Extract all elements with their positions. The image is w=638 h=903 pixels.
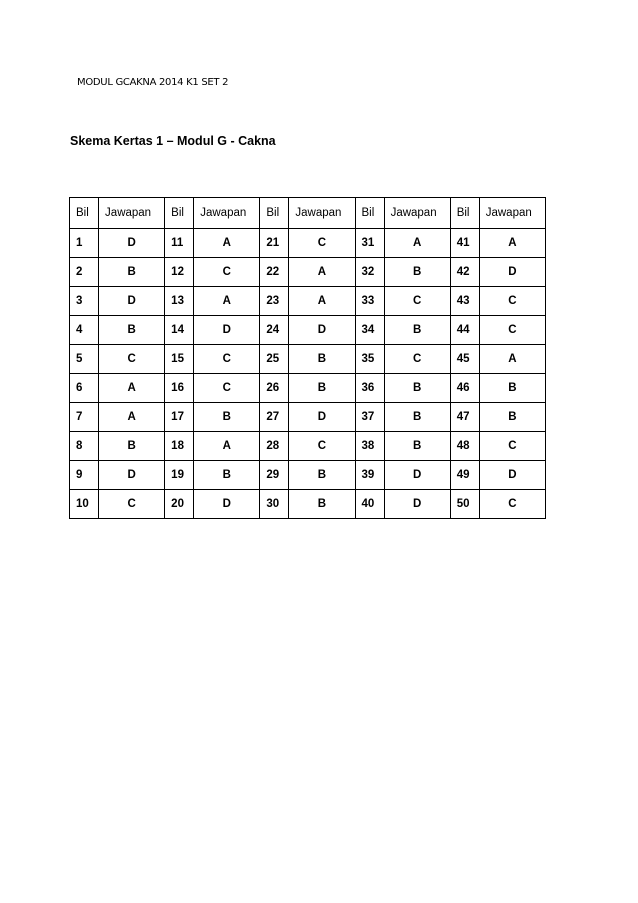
question-number-cell: 7 — [70, 403, 99, 432]
answer-cell: B — [99, 432, 165, 461]
answer-cell: A — [194, 287, 260, 316]
question-number-cell: 5 — [70, 345, 99, 374]
answer-cell: C — [479, 432, 545, 461]
answer-cell: D — [384, 461, 450, 490]
answer-cell: D — [479, 461, 545, 490]
question-number-cell: 28 — [260, 432, 289, 461]
column-header-bil: Bil — [450, 198, 479, 229]
answer-cell: C — [384, 345, 450, 374]
answer-cell: A — [99, 403, 165, 432]
answer-cell: B — [289, 461, 355, 490]
column-header-bil: Bil — [260, 198, 289, 229]
question-number-cell: 19 — [165, 461, 194, 490]
table-row — [70, 258, 546, 287]
answer-cell: C — [194, 258, 260, 287]
question-number-cell: 45 — [450, 345, 479, 374]
table-row — [70, 374, 546, 403]
question-number-cell: 40 — [355, 490, 384, 519]
question-number-cell: 13 — [165, 287, 194, 316]
answer-cell: B — [194, 461, 260, 490]
question-number-cell: 17 — [165, 403, 194, 432]
question-number-cell: 20 — [165, 490, 194, 519]
answer-cell: A — [479, 229, 545, 258]
answer-cell: C — [384, 287, 450, 316]
answer-key-table — [69, 197, 546, 519]
question-number-cell: 33 — [355, 287, 384, 316]
answer-cell: B — [289, 345, 355, 374]
answer-cell: D — [479, 258, 545, 287]
answer-cell: A — [384, 229, 450, 258]
question-number-cell: 30 — [260, 490, 289, 519]
question-number-cell: 6 — [70, 374, 99, 403]
table-row — [70, 287, 546, 316]
table-row — [70, 403, 546, 432]
answer-cell: B — [479, 374, 545, 403]
question-number-cell: 38 — [355, 432, 384, 461]
question-number-cell: 10 — [70, 490, 99, 519]
document-title: Skema Kertas 1 – Modul G - Cakna — [70, 134, 276, 148]
answer-cell: C — [99, 490, 165, 519]
answer-cell: B — [99, 316, 165, 345]
answer-cell: B — [384, 316, 450, 345]
column-header-jawapan: Jawapan — [194, 198, 260, 229]
answer-cell: A — [289, 287, 355, 316]
question-number-cell: 34 — [355, 316, 384, 345]
page-header: MODUL GCAKNA 2014 K1 SET 2 — [77, 77, 229, 88]
question-number-cell: 15 — [165, 345, 194, 374]
question-number-cell: 39 — [355, 461, 384, 490]
answer-cell: A — [99, 374, 165, 403]
question-number-cell: 26 — [260, 374, 289, 403]
question-number-cell: 22 — [260, 258, 289, 287]
answer-cell: D — [99, 229, 165, 258]
answer-cell: B — [384, 403, 450, 432]
question-number-cell: 23 — [260, 287, 289, 316]
table-row — [70, 461, 546, 490]
question-number-cell: 29 — [260, 461, 289, 490]
column-header-bil: Bil — [165, 198, 194, 229]
question-number-cell: 46 — [450, 374, 479, 403]
question-number-cell: 37 — [355, 403, 384, 432]
answer-cell: D — [99, 287, 165, 316]
answer-cell: B — [384, 258, 450, 287]
question-number-cell: 42 — [450, 258, 479, 287]
question-number-cell: 43 — [450, 287, 479, 316]
answer-cell: C — [289, 229, 355, 258]
answer-cell: B — [194, 403, 260, 432]
question-number-cell: 21 — [260, 229, 289, 258]
question-number-cell: 25 — [260, 345, 289, 374]
answer-cell: C — [99, 345, 165, 374]
question-number-cell: 44 — [450, 316, 479, 345]
answer-cell: C — [194, 374, 260, 403]
table-row — [70, 229, 546, 258]
table-row — [70, 432, 546, 461]
column-header-jawapan: Jawapan — [479, 198, 545, 229]
question-number-cell: 48 — [450, 432, 479, 461]
answer-cell: D — [99, 461, 165, 490]
answer-cell: D — [289, 316, 355, 345]
question-number-cell: 31 — [355, 229, 384, 258]
answer-cell: C — [479, 316, 545, 345]
question-number-cell: 27 — [260, 403, 289, 432]
question-number-cell: 9 — [70, 461, 99, 490]
answer-cell: C — [194, 345, 260, 374]
question-number-cell: 12 — [165, 258, 194, 287]
answer-cell: B — [384, 374, 450, 403]
column-header-bil: Bil — [70, 198, 99, 229]
answer-cell: D — [194, 316, 260, 345]
question-number-cell: 50 — [450, 490, 479, 519]
column-header-jawapan: Jawapan — [289, 198, 355, 229]
table-row — [70, 345, 546, 374]
table-header-row — [70, 198, 546, 229]
answer-cell: C — [289, 432, 355, 461]
question-number-cell: 14 — [165, 316, 194, 345]
question-number-cell: 47 — [450, 403, 479, 432]
answer-cell: C — [479, 490, 545, 519]
table-row — [70, 316, 546, 345]
answer-cell: A — [194, 432, 260, 461]
answer-cell: D — [194, 490, 260, 519]
answer-cell: B — [384, 432, 450, 461]
question-number-cell: 32 — [355, 258, 384, 287]
table-row — [70, 490, 546, 519]
column-header-bil: Bil — [355, 198, 384, 229]
question-number-cell: 1 — [70, 229, 99, 258]
question-number-cell: 8 — [70, 432, 99, 461]
question-number-cell: 18 — [165, 432, 194, 461]
question-number-cell: 4 — [70, 316, 99, 345]
question-number-cell: 11 — [165, 229, 194, 258]
question-number-cell: 41 — [450, 229, 479, 258]
column-header-jawapan: Jawapan — [99, 198, 165, 229]
answer-cell: D — [289, 403, 355, 432]
answer-cell: A — [289, 258, 355, 287]
question-number-cell: 35 — [355, 345, 384, 374]
question-number-cell: 49 — [450, 461, 479, 490]
answer-cell: D — [384, 490, 450, 519]
answer-cell: C — [479, 287, 545, 316]
answer-cell: B — [289, 374, 355, 403]
question-number-cell: 2 — [70, 258, 99, 287]
answer-cell: B — [289, 490, 355, 519]
answer-cell: B — [479, 403, 545, 432]
question-number-cell: 3 — [70, 287, 99, 316]
question-number-cell: 16 — [165, 374, 194, 403]
column-header-jawapan: Jawapan — [384, 198, 450, 229]
answer-cell: A — [194, 229, 260, 258]
answer-cell: B — [99, 258, 165, 287]
question-number-cell: 36 — [355, 374, 384, 403]
question-number-cell: 24 — [260, 316, 289, 345]
answer-cell: A — [479, 345, 545, 374]
